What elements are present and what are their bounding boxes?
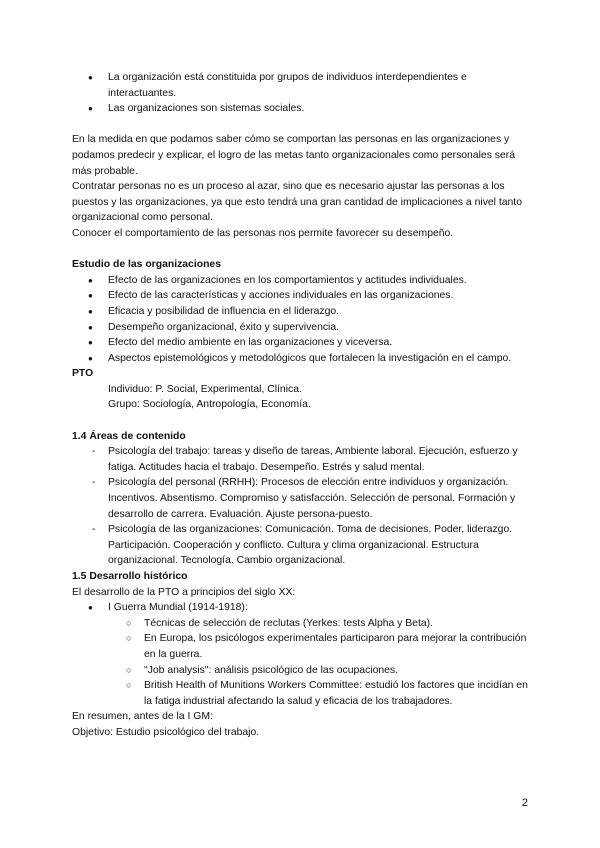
paragraph: Objetivo: Estudio psicológico del trabajo. <box>72 726 260 738</box>
list-item: ○ British Health of Munitions Workers Committee: estudió los factores que incidían en la fatiga industrial afectando la salud y eficacia de los trabajadores. <box>72 678 528 709</box>
section-heading: PTO <box>72 368 94 380</box>
list-item: ● Las organizaciones son sistemas sociales. <box>72 101 528 117</box>
paragraph: En la medida en que podamos saber cómo se comportan las personas en las organizaciones y podamos predecir y explicar, el logro de las metas tanto organizacionales como personales será más probable. <box>72 134 515 177</box>
list-item: - Psicología del trabajo: tareas y diseño de tareas, Ambiente laboral. Ejecución, esfuerzo y fatiga. Actitudes hacia el trabajo. Desempeño. Estrés y salud mental. <box>72 444 528 475</box>
list-item: ○ "Job analysis": análisis psicológico de las ocupaciones. <box>72 663 528 679</box>
pto-line: Individuo: P. Social, Experimental, Clínica. <box>108 383 302 395</box>
historico-sublist <box>72 616 528 710</box>
list-item: - Psicología del personal (RRHH): Procesos de elección entre individuos y organización. Incentivos. Absentismo. Compromiso y satisfacción. Selección de personal. Formación y desarrollo de carrera. Evaluación. Ajuste persona-puesto. <box>72 475 528 522</box>
areas-list <box>72 444 528 569</box>
intro-bullet-list <box>72 70 528 117</box>
list-item: ● Efecto del medio ambiente en las organizaciones y viceversa. <box>72 335 528 351</box>
list-item: ● I Guerra Mundial (1914-1918): <box>72 600 528 616</box>
section-heading: 1.4 Áreas de contenido <box>72 430 186 442</box>
pto-line: Grupo: Sociología, Antropología, Economía. <box>108 399 311 411</box>
paragraph: Contratar personas no es un proceso al azar, sino que es necesario ajustar las personas a los puestos y las organizaciones, ya que esto tendrá una gran cantidad de implicaciones a nivel tanto organizacional como personal. <box>72 181 522 224</box>
list-item: ● Efecto de las organizaciones en los comportamientos y actitudes individuales. <box>72 273 528 289</box>
page-content <box>72 70 528 741</box>
list-item: ○ Técnicas de selección de reclutas (Yerkes: tests Alpha y Beta). <box>72 616 528 632</box>
page-number: 2 <box>521 797 528 809</box>
paragraph: Conocer el comportamiento de las personas nos permite favorecer su desempeño. <box>72 227 454 239</box>
paragraph: En resumen, antes de la I GM: <box>72 711 213 723</box>
list-item: ● Desempeño organizacional, éxito y supervivencia. <box>72 320 528 336</box>
list-item: ● Aspectos epistemológicos y metodológicos que fortalecen la investigación en el campo. <box>72 351 528 367</box>
section-heading: Estudio de las organizaciones <box>72 259 221 271</box>
list-item: ● Efecto de las características y acciones individuales en las organizaciones. <box>72 288 528 304</box>
section-heading: 1.5 Desarrollo histórico <box>72 571 188 582</box>
historico-list <box>72 600 528 616</box>
paragraph: El desarrollo de la PTO a principios del siglo XX: <box>72 586 296 598</box>
estudio-list <box>72 273 528 367</box>
list-item: ● Eficacia y posibilidad de influencia en el liderazgo. <box>72 304 528 320</box>
list-item: - Psicología de las organizaciones: Comunicación. Toma de decisiones. Poder, liderazgo. Participación. Cooperación y conflicto. Cultura y clima organizacional. Estructura organizacional. Tecnología. Cambio organizacional. <box>72 522 528 569</box>
list-item: ● La organización está constituida por grupos de individuos interdependientes e interactuantes. <box>72 70 528 101</box>
list-item: ○ En Europa, los psicólogos experimentales participaron para mejorar la contribución en la guerra. <box>72 631 528 662</box>
